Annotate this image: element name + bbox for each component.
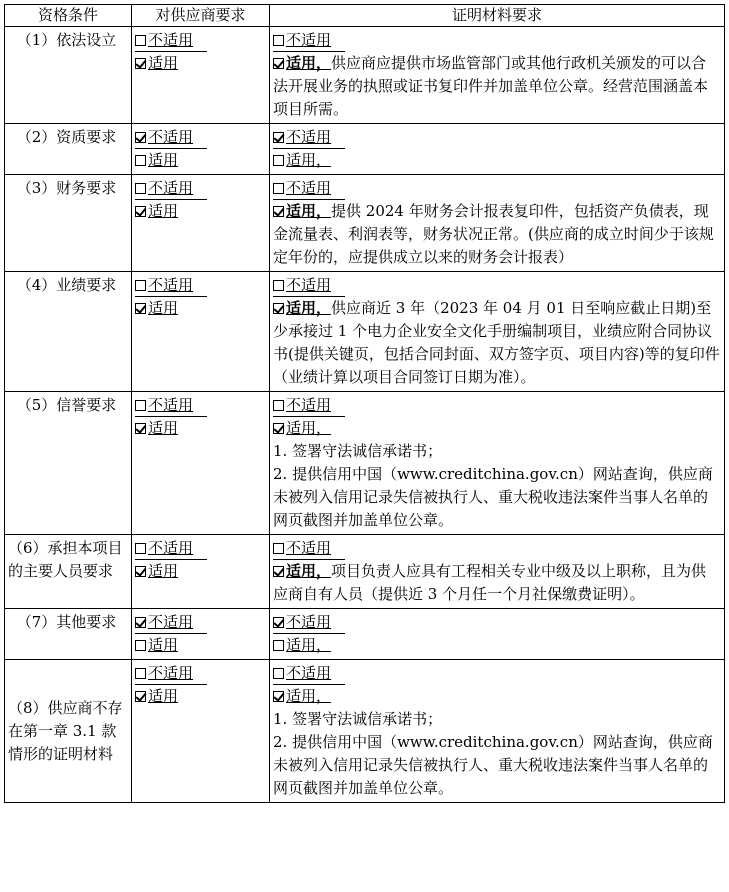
checked-box-icon[interactable] [135, 691, 146, 702]
option-not-applicable[interactable] [135, 612, 207, 634]
option-applicable[interactable] [135, 52, 266, 75]
proof-option-label: 适用， [286, 151, 332, 169]
unchecked-box-icon[interactable] [135, 640, 146, 651]
checked-box-icon[interactable] [273, 423, 284, 434]
proof-option-not-applicable[interactable] [273, 275, 345, 297]
qualification-condition: （6）承担本项目的主要人员要求 [5, 535, 132, 609]
option-applicable[interactable] [135, 560, 266, 583]
proof-option-not-applicable[interactable] [273, 612, 345, 634]
supplier-requirement-options [132, 272, 270, 392]
supplier-requirement-options [132, 27, 270, 124]
checked-box-icon[interactable] [273, 566, 284, 577]
qualification-condition: （2）资质要求 [5, 124, 132, 175]
option-applicable[interactable] [135, 417, 266, 440]
proof-option-label: 不适用 [286, 128, 332, 146]
unchecked-box-icon[interactable] [273, 155, 284, 166]
proof-option-label: 不适用 [286, 179, 332, 197]
proof-list-item: 2. 提供信用中国（www.creditchina.gov.cn）网站查询，供应商未被列入信用记录失信被执行人、重大税收违法案件当事人名单的网页截图并加盖单位公章。 [273, 733, 713, 797]
proof-option-applicable[interactable] [273, 151, 331, 169]
qualification-condition: （3）财务要求 [5, 175, 132, 272]
unchecked-box-icon[interactable] [135, 155, 146, 166]
supplier-requirement-options [132, 660, 270, 803]
unchecked-box-icon[interactable] [273, 280, 284, 291]
proof-option-applicable[interactable] [273, 562, 331, 580]
proof-option-label: 适用， [286, 687, 332, 705]
table-row [5, 124, 725, 175]
qualification-condition: （7）其他要求 [5, 609, 132, 660]
table-row [5, 27, 725, 124]
proof-option-label: 适用， [286, 419, 332, 437]
proof-option-not-applicable[interactable] [273, 395, 345, 417]
table-row [5, 660, 725, 803]
option-label: 不适用 [148, 613, 194, 631]
option-label: 不适用 [148, 31, 194, 49]
option-label: 不适用 [148, 539, 194, 557]
proof-option-label: 不适用 [286, 31, 332, 49]
proof-option-label: 不适用 [286, 539, 332, 557]
supplier-requirement-options [132, 535, 270, 609]
option-not-applicable[interactable] [135, 30, 207, 52]
proof-option-label: 适用， [286, 299, 332, 317]
unchecked-box-icon[interactable] [273, 35, 284, 46]
proof-list-item: 2. 提供信用中国（www.creditchina.gov.cn）网站查询，供应商未被列入信用记录失信被执行人、重大税收违法案件当事人名单的网页截图并加盖单位公章。 [273, 465, 713, 529]
unchecked-box-icon[interactable] [135, 183, 146, 194]
header-qualification: 资格条件 [5, 5, 132, 27]
option-label: 适用 [148, 299, 179, 317]
option-applicable[interactable] [135, 297, 266, 320]
proof-option-not-applicable[interactable] [273, 127, 345, 149]
option-not-applicable[interactable] [135, 127, 207, 149]
unchecked-box-icon[interactable] [135, 543, 146, 554]
proof-option-not-applicable[interactable] [273, 538, 345, 560]
option-not-applicable[interactable] [135, 663, 207, 685]
proof-description: 供应商应提供市场监管部门或其他行政机关颁发的可以合法开展业务的执照或证书复印件并加盖单位公章。经营范围涵盖本项目所需。 [273, 54, 709, 118]
option-applicable[interactable] [135, 634, 266, 657]
table-row [5, 392, 725, 535]
option-label: 适用 [148, 562, 179, 580]
proof-requirement [270, 609, 725, 660]
proof-option-applicable[interactable] [273, 687, 331, 705]
table-header-row [5, 5, 725, 27]
supplier-requirement-options [132, 609, 270, 660]
option-label: 不适用 [148, 396, 194, 414]
option-label: 适用 [148, 202, 179, 220]
proof-option-not-applicable[interactable] [273, 30, 345, 52]
option-label: 不适用 [148, 179, 194, 197]
option-applicable[interactable] [135, 685, 266, 708]
checked-box-icon[interactable] [273, 206, 284, 217]
proof-option-label: 不适用 [286, 276, 332, 294]
table-row [5, 535, 725, 609]
proof-option-applicable[interactable] [273, 299, 331, 317]
supplier-requirement-options [132, 124, 270, 175]
checked-box-icon[interactable] [273, 691, 284, 702]
proof-option-label: 适用， [286, 636, 332, 654]
unchecked-box-icon[interactable] [273, 400, 284, 411]
proof-option-not-applicable[interactable] [273, 178, 345, 200]
proof-requirement [270, 272, 725, 392]
unchecked-box-icon[interactable] [273, 183, 284, 194]
proof-requirement [270, 392, 725, 535]
proof-option-label: 适用， [286, 54, 332, 72]
proof-option-applicable[interactable] [273, 636, 331, 654]
table-row [5, 175, 725, 272]
checked-box-icon[interactable] [273, 617, 284, 628]
proof-option-label: 不适用 [286, 664, 332, 682]
option-applicable[interactable] [135, 149, 266, 172]
proof-requirement [270, 660, 725, 803]
option-applicable[interactable] [135, 200, 266, 223]
proof-description: 供应商近 3 年（2023 年 04 月 01 日至响应截止日期)至少承接过 1 个电力企业安全文化手册编制项目，业绩应附合同协议书(提供关键页，包括合同封面、双方签字页、项目内容)等的复印件（业绩计算以项目合同签订日期为准）。 [273, 299, 720, 386]
unchecked-box-icon[interactable] [135, 35, 146, 46]
unchecked-box-icon[interactable] [273, 668, 284, 679]
option-label: 不适用 [148, 664, 194, 682]
checked-box-icon[interactable] [135, 423, 146, 434]
unchecked-box-icon[interactable] [273, 640, 284, 651]
checked-box-icon[interactable] [273, 132, 284, 143]
header-supplier-requirement: 对供应商要求 [132, 5, 270, 27]
qualification-condition: （8）供应商不存在第一章 3.1 款情形的证明材料 [5, 660, 132, 803]
header-proof-requirement: 证明材料要求 [270, 5, 725, 27]
qualification-condition: （5）信誉要求 [5, 392, 132, 535]
proof-option-not-applicable[interactable] [273, 663, 345, 685]
unchecked-box-icon[interactable] [135, 280, 146, 291]
checked-box-icon[interactable] [135, 617, 146, 628]
checked-box-icon[interactable] [135, 206, 146, 217]
proof-requirement [270, 124, 725, 175]
option-label: 不适用 [148, 128, 194, 146]
table-row [5, 272, 725, 392]
proof-option-label: 不适用 [286, 396, 332, 414]
checked-box-icon[interactable] [135, 303, 146, 314]
option-label: 适用 [148, 54, 179, 72]
unchecked-box-icon[interactable] [135, 668, 146, 679]
proof-description: 项目负责人应具有工程相关专业中级及以上职称，且为供应商自有人员（提供近 3 个月任一个月社保缴费证明）。 [273, 562, 707, 603]
unchecked-box-icon[interactable] [273, 543, 284, 554]
proof-requirement [270, 535, 725, 609]
proof-description: 提供 2024 年财务会计报表复印件，包括资产负债表，现金流量表、利润表等，财务状况正常。(供应商的成立时间少于该规定年份的，应提供成立以来的财务会计报表） [273, 202, 714, 266]
proof-option-label: 适用， [286, 562, 332, 580]
proof-requirement [270, 27, 725, 124]
qualification-condition: （4）业绩要求 [5, 272, 132, 392]
proof-option-applicable[interactable] [273, 419, 331, 437]
checked-box-icon[interactable] [273, 58, 284, 69]
proof-list-item: 1. 签署守法诚信承诺书； [273, 442, 443, 460]
checked-box-icon[interactable] [135, 58, 146, 69]
option-not-applicable[interactable] [135, 395, 207, 417]
supplier-requirement-options [132, 392, 270, 535]
table-row [5, 609, 725, 660]
proof-option-applicable[interactable] [273, 202, 331, 220]
option-label: 适用 [148, 419, 179, 437]
supplier-requirement-options [132, 175, 270, 272]
checked-box-icon[interactable] [135, 132, 146, 143]
option-label: 适用 [148, 151, 179, 169]
proof-option-applicable[interactable] [273, 54, 331, 72]
unchecked-box-icon[interactable] [135, 400, 146, 411]
proof-list-item: 1. 签署守法诚信承诺书； [273, 710, 443, 728]
qualification-table [4, 4, 725, 803]
option-label: 适用 [148, 636, 179, 654]
proof-option-label: 适用， [286, 202, 332, 220]
checked-box-icon[interactable] [135, 566, 146, 577]
qualification-condition: （1）依法设立 [5, 27, 132, 124]
checked-box-icon[interactable] [273, 303, 284, 314]
option-label: 适用 [148, 687, 179, 705]
option-not-applicable[interactable] [135, 538, 207, 560]
option-not-applicable[interactable] [135, 178, 207, 200]
option-label: 不适用 [148, 276, 194, 294]
proof-option-label: 不适用 [286, 613, 332, 631]
option-not-applicable[interactable] [135, 275, 207, 297]
proof-requirement [270, 175, 725, 272]
